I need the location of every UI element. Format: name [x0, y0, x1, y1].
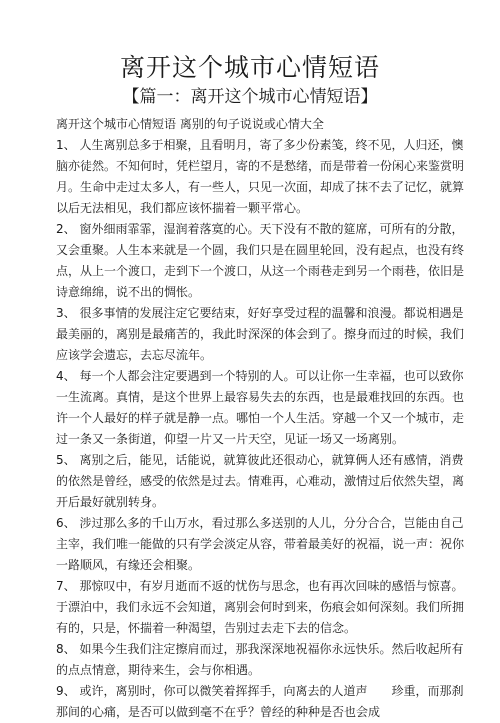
page-title: 离开这个城市心情短语	[119, 53, 380, 82]
paragraph-1: 1、 人生离别总多于相聚，且看明月，寄了多少份素笺，终不见，人归还，懊脑亦徒然。不知何时，凭栏望月，寄的不是愁绪，而是带着一份闲心来鉴赏明月。生命中走过太多人，有一些人，只见一次面，却成了抹不去了记忆，就算以后无法相见，我们都应该怀揣着一颗平常心。	[56, 138, 465, 215]
paragraph-5: 5、 离别之后，能见，话能说，就算彼此还很动心，就算俩人还有感情，消费的依然是曾经，感受的依然是过去。情难再，心难动，激情过后依然失望，离开后最好就别转身。	[56, 453, 465, 509]
paragraph-3: 3、 很多事情的发展注定它要结束，好好享受过程的温馨和浪漫。都说相遇是最美丽的，离别是最痛苦的，我此时深深的体会到了。擦身而过的时候，我们应该学会遗忘，去忘尽流年。	[56, 306, 465, 362]
paragraph-8: 8、 如果今生我们注定擦肩而过，那我深深地祝福你永远快乐。然后收起所有的点点情意，期待来生，会与你相遇。	[56, 642, 464, 677]
intro-line: 离开这个城市心情短语 离别的句子说说或心情大全	[56, 117, 324, 131]
paragraph-9: 9、 或许，离别时，你可以微笑着挥挥手，向离去的人道声 珍重，而那刹那间的心痛，是否可以做到毫不在乎？曾经的种种是否也会成	[56, 684, 464, 719]
article-body	[56, 114, 464, 723]
paragraph-7: 7、 那惊叹中，有岁月逝而不返的忧伤与思念，也有再次回味的感悟与惊喜。于漂泊中，我们永远不会知道，离别会何时到来，伤痕会如何深刻。我们所拥有的，只是，怀揣着一种渴望，告别过去走下去的信念。	[56, 579, 465, 635]
section-heading: 【篇一：离开这个城市心情短语】	[122, 87, 378, 107]
paragraph-4: 4、 每一个人都会注定要遇到一个特别的人。可以让你一生幸福，也可以致你一生流离。真情，是这个世界上最容易失去的东西，也是最难找回的东西。也许一个人最好的样子就是静一点。哪怕一个人生活。穿越一个又一个城市，走过一条又一条街道，仰望一片又一片天空，见证一场又一场离别。	[56, 369, 465, 446]
paragraph-6: 6、 涉过那么多的千山万水，看过那么多送别的人儿，分分合合，岂能由自己主宰，我们唯一能做的只有学会淡定从容，带着最美好的祝福，说一声：祝你一路顺风，有缘还会相聚。	[56, 516, 465, 572]
paragraph-2: 2、 窗外细雨霏霏，湿润着落寞的心。天下没有不散的筵席，可所有的分散，又会重聚。人生本来就是一个圆，我们只是在圆里轮回，没有起点，也没有终点，从上一个渡口，走到下一个渡口，从这一个雨巷走到另一个雨巷，依旧是诗意绵绵，说不出的惆怅。	[56, 222, 465, 299]
